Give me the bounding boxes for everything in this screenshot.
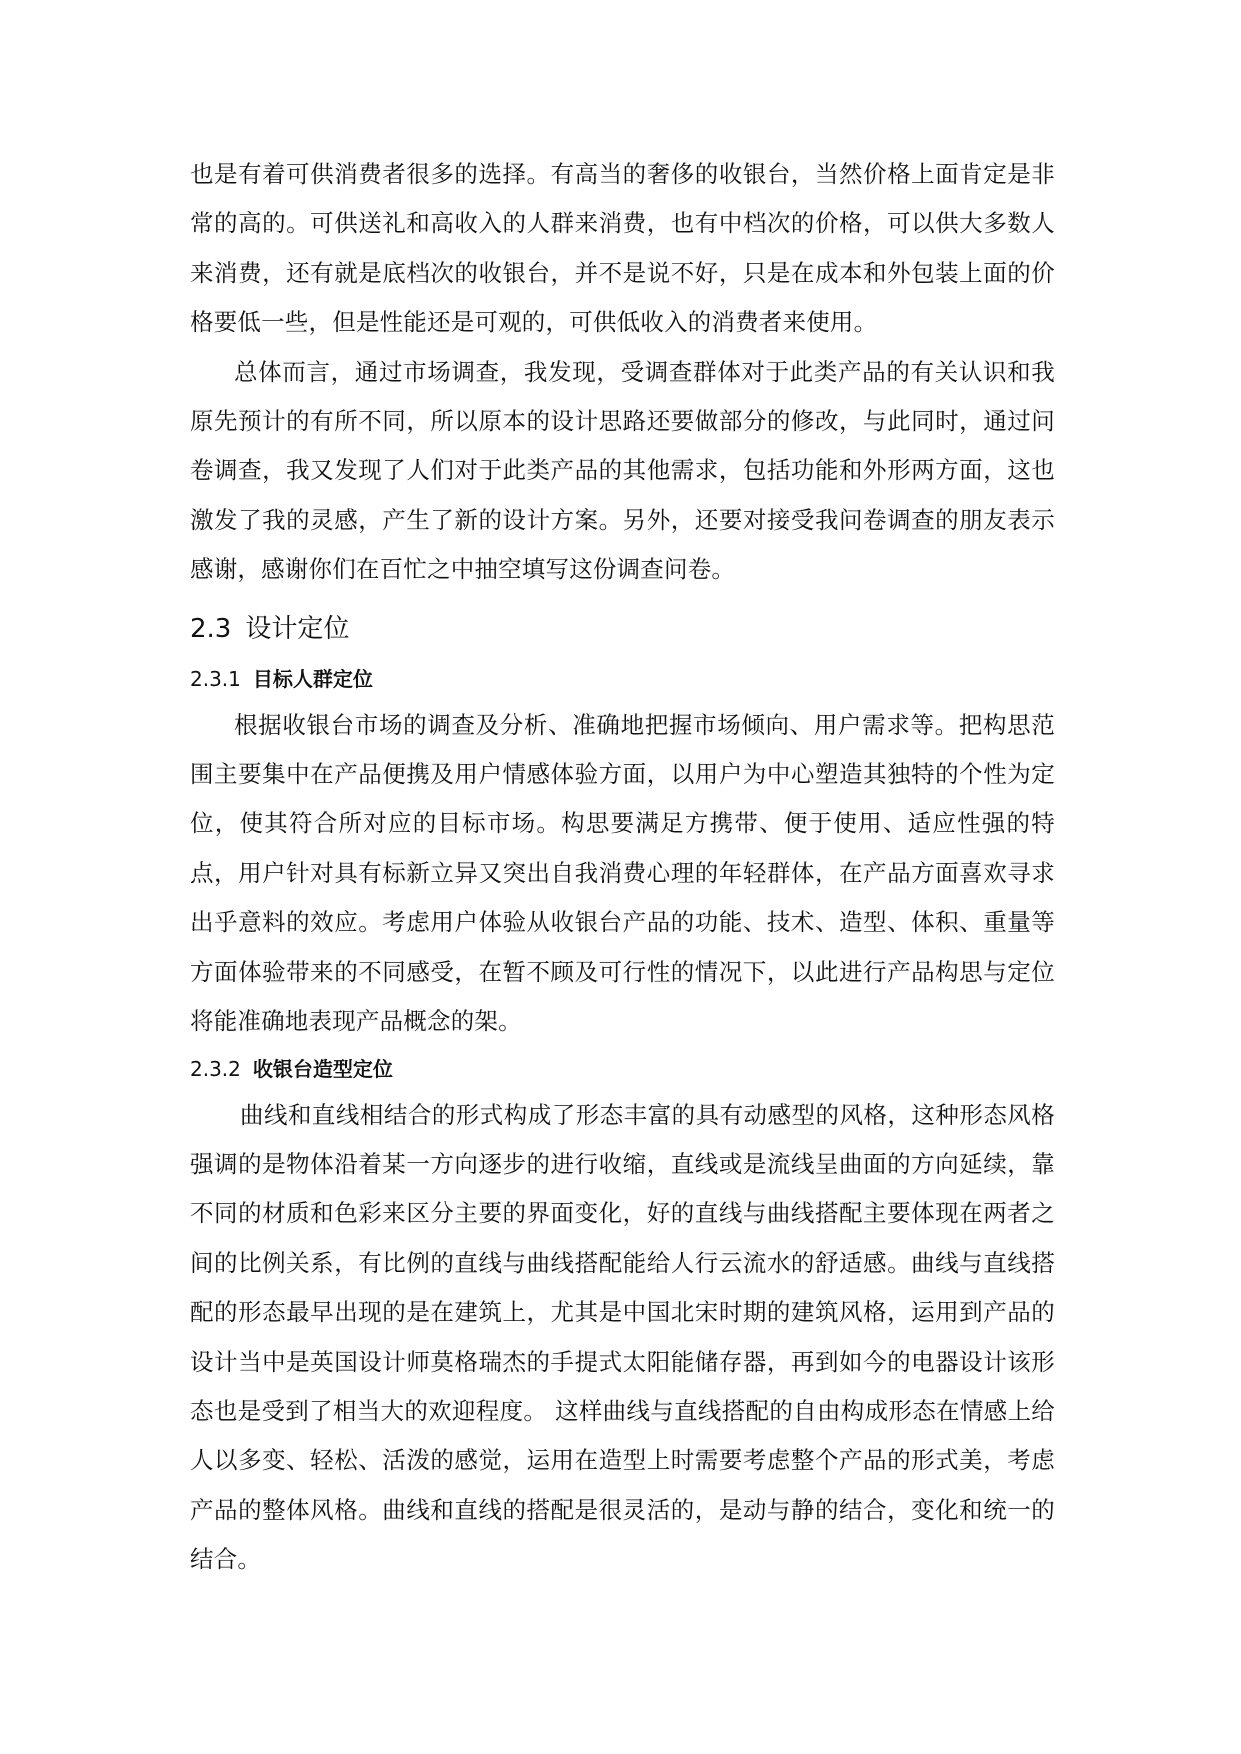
section-title: 设计定位 [245,613,350,644]
subsection-title: 目标人群定位 [252,666,373,691]
section-number: 2.3 [190,613,232,644]
document-page [190,150,1055,1585]
subsection-heading-2-3-1 [190,661,1055,697]
paragraph-survey-summary: 总体而言，通过市场调查，我发现，受调查群体对于此类产品的有关认识和我原先预计的有所不同，所以原本的设计思路还要做部分的修改，与此同时，通过问卷调查，我又发现了人们对于此类产品的其他需求，包括功能和外形两方面，这也激发了我的灵感，产生了新的设计方案。另外，还要对接受我问卷调查的朋友表示感谢，感谢你们在百忙之中抽空填写这份调查问卷。 [190,357,1055,584]
subsection-number: 2.3.2 [190,1056,241,1081]
subsection-number: 2.3.1 [190,666,241,691]
paragraph-target-audience: 根据收银台市场的调查及分析、准确地把握市场倾向、用户需求等。把构思范围主要集中在产品便携及用户情感体验方面，以用户为中心塑造其独特的个性为定位，使其符合所对应的目标市场。构思要满足方携带、便于使用、适应性强的特点，用户针对具有标新立异又突出自我消费心理的年轻群体，在产品方面喜欢寻求出乎意料的效应。考虑用户体验从收银台产品的功能、技术、造型、体积、重量等方面体验带来的不同感受，在暂不顾及可行性的情况下，以此进行产品构思与定位将能准确地表现产品概念的架。 [190,710,1055,1036]
paragraph-form-positioning: 曲线和直线相结合的形式构成了形态丰富的具有动感型的风格，这种形态风格强调的是物体沿着某一方向逐步的进行收缩，直线或是流线呈曲面的方向延续，靠不同的材质和色彩来区分主要的界面变化，好的直线与曲线搭配主要体现在两者之间的比例关系，有比例的直线与曲线搭配能给人行云流水的舒适感。曲线与直线搭配的形态最早出现的是在建筑上，尤其是中国北宋时期的建筑风格，运用到产品的设计当中是英国设计师莫格瑞杰的手提式太阳能储存器，再到如今的电器设计该形态也是受到了相当大的欢迎程度。 这样曲线与直线搭配的自由构成形态在情感上给人以多变、轻松、活泼的感觉，运用在造型上时需要考虑整个产品的形式美，考虑产品的整体风格。曲线和直线的搭配是很灵活的，是动与静的结合，变化和统一的结合。 [190,1100,1055,1574]
section-heading-2-3 [190,609,1055,649]
paragraph-price-levels: 也是有着可供消费者很多的选择。有高当的奢侈的收银台，当然价格上面肯定是非常的高的。可供送礼和高收入的人群来消费，也有中档次的价格，可以供大多数人来消费，还有就是底档次的收银台，并不是说不好，只是在成本和外包装上面的价格要低一些，但是性能还是可观的，可供低收入的消费者来使用。 [190,160,1055,337]
subsection-title: 收银台造型定位 [252,1056,393,1081]
subsection-heading-2-3-2 [190,1051,1055,1087]
